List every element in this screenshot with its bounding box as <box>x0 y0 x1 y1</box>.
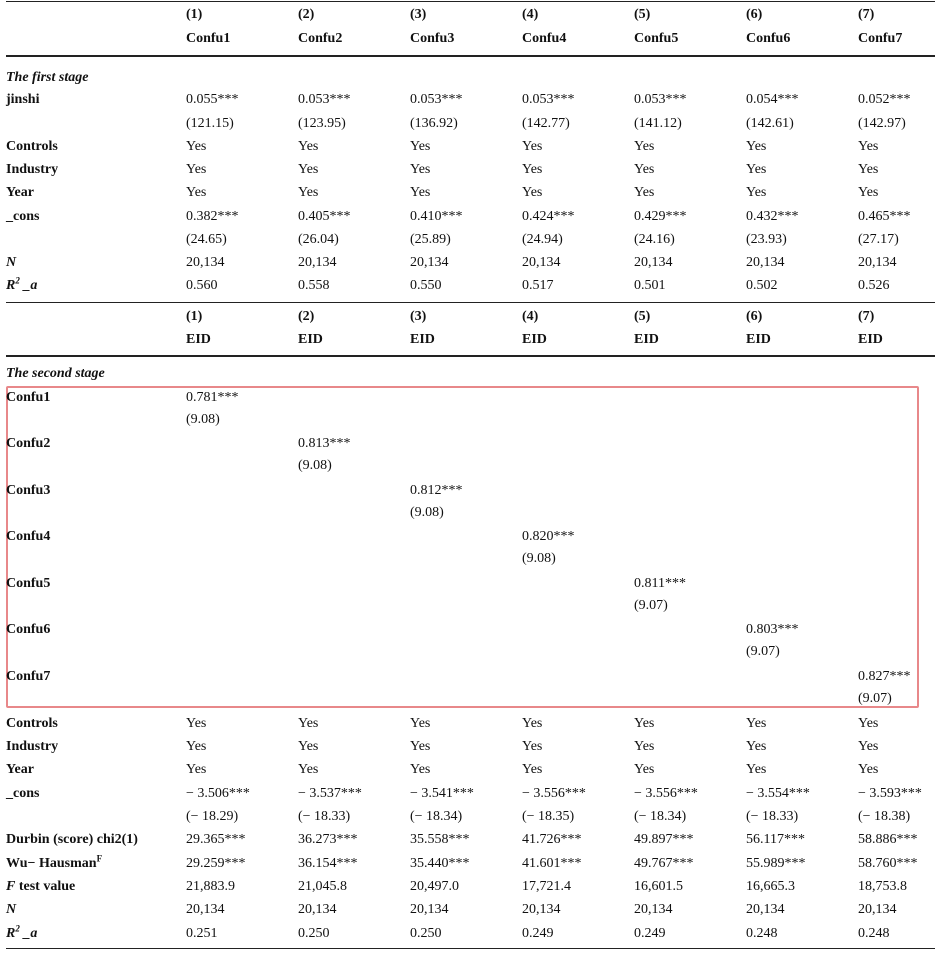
table-cell: 0.251 <box>186 926 218 941</box>
table-cell: 0.249 <box>634 926 666 941</box>
table-cell: Yes <box>298 762 319 777</box>
table-cell: Yes <box>186 185 207 200</box>
table-cell: 20,134 <box>410 902 449 917</box>
row-label: Confu7 <box>6 669 51 684</box>
table-cell: Yes <box>186 762 207 777</box>
header-rule-2 <box>6 355 935 357</box>
column-number: (2) <box>298 7 315 22</box>
table-cell: 0.429*** <box>634 209 687 224</box>
table-cell: Yes <box>746 739 767 754</box>
column-name: EID <box>186 332 211 347</box>
table-cell: Yes <box>298 139 319 154</box>
table-cell: 0.410*** <box>410 209 463 224</box>
row-label: Industry <box>6 162 59 177</box>
row-label: Confu5 <box>6 576 51 591</box>
table-cell: 0.054*** <box>746 92 799 107</box>
table-cell: (141.12) <box>634 116 682 131</box>
table-cell: Yes <box>522 139 543 154</box>
table-cell: 0.055*** <box>186 92 239 107</box>
table-cell: Yes <box>522 162 543 177</box>
table-cell: 0.382*** <box>186 209 239 224</box>
table-cell: Yes <box>410 762 431 777</box>
table-cell: 20,134 <box>186 255 225 270</box>
table-cell: 0.405*** <box>298 209 351 224</box>
table-cell: Yes <box>410 162 431 177</box>
table-cell: (− 18.38) <box>858 809 911 824</box>
column-number: (4) <box>522 309 539 324</box>
coefficient-cell: 0.820*** <box>522 529 575 544</box>
coefficient-cell: 0.781*** <box>186 390 239 405</box>
row-label: N <box>6 255 17 270</box>
column-name: EID <box>858 332 883 347</box>
row-label: _cons <box>6 786 40 801</box>
mid-rule <box>6 302 935 303</box>
table-cell: 0.249 <box>522 926 554 941</box>
table-cell: 56.117*** <box>746 832 805 847</box>
coefficient-cell: 0.803*** <box>746 622 799 637</box>
row-label-r2a: $R^2$ _a <box>6 923 38 941</box>
table-cell: − 3.541*** <box>410 786 474 801</box>
table-cell: Yes <box>634 139 655 154</box>
table-cell: (− 18.33) <box>298 809 351 824</box>
column-number: (5) <box>634 7 651 22</box>
table-cell: 16,665.3 <box>746 879 795 894</box>
column-number: (5) <box>634 309 651 324</box>
table-cell: 20,134 <box>410 255 449 270</box>
table-cell: 58.760*** <box>858 856 918 871</box>
table-cell: 0.053*** <box>298 92 351 107</box>
table-cell: Yes <box>634 185 655 200</box>
table-cell: 20,134 <box>522 255 561 270</box>
table-cell: 0.424*** <box>522 209 575 224</box>
table-cell: 20,134 <box>298 902 337 917</box>
table-cell: (− 18.35) <box>522 809 575 824</box>
row-label: Confu2 <box>6 436 51 451</box>
table-cell: 0.250 <box>298 926 330 941</box>
row-label: Year <box>6 762 34 777</box>
column-name: Confu2 <box>298 31 343 46</box>
table-cell: (− 18.33) <box>746 809 799 824</box>
table-cell: (27.17) <box>858 232 899 247</box>
table-cell: − 3.554*** <box>746 786 810 801</box>
column-number: (3) <box>410 7 427 22</box>
column-number: (6) <box>746 309 763 324</box>
table-cell: Yes <box>858 716 879 731</box>
tstat-cell: (9.08) <box>522 551 556 566</box>
table-cell: 0.560 <box>186 278 218 293</box>
row-label: Year <box>6 185 34 200</box>
table-cell: − 3.556*** <box>634 786 698 801</box>
table-cell: 41.601*** <box>522 856 582 871</box>
table-cell: − 3.537*** <box>298 786 362 801</box>
table-cell: Yes <box>746 162 767 177</box>
bottom-rule <box>6 948 935 949</box>
row-label: Controls <box>6 716 58 731</box>
coefficient-cell: 0.811*** <box>634 576 686 591</box>
row-label: Confu1 <box>6 390 51 405</box>
table-cell: − 3.593*** <box>858 786 922 801</box>
table-cell: Yes <box>186 162 207 177</box>
table-cell: (24.94) <box>522 232 563 247</box>
table-cell: Yes <box>298 162 319 177</box>
header-rule <box>6 55 935 57</box>
table-cell: 18,753.8 <box>858 879 907 894</box>
table-cell: Yes <box>410 185 431 200</box>
column-name: Confu4 <box>522 31 567 46</box>
row-label-f-test: F test value <box>6 879 76 894</box>
tstat-cell: (9.08) <box>410 505 444 520</box>
table-cell: 0.053*** <box>522 92 575 107</box>
table-cell: (123.95) <box>298 116 346 131</box>
table-cell: 0.250 <box>410 926 442 941</box>
table-cell: (142.97) <box>858 116 906 131</box>
section-title-second-stage: The second stage <box>6 366 105 381</box>
table-cell: Yes <box>410 139 431 154</box>
table-cell: Yes <box>746 762 767 777</box>
column-name: Confu1 <box>186 31 231 46</box>
table-cell: Yes <box>186 139 207 154</box>
column-name: Confu3 <box>410 31 455 46</box>
column-number: (7) <box>858 309 875 324</box>
table-cell: (− 18.29) <box>186 809 239 824</box>
table-cell: Yes <box>634 739 655 754</box>
table-cell: Yes <box>522 716 543 731</box>
table-cell: Yes <box>186 716 207 731</box>
table-cell: Yes <box>634 762 655 777</box>
coefficient-cell: 0.813*** <box>298 436 351 451</box>
table-cell: Yes <box>634 716 655 731</box>
table-cell: Yes <box>298 185 319 200</box>
table-cell: − 3.506*** <box>186 786 250 801</box>
table-cell: 0.526 <box>858 278 890 293</box>
table-cell: (142.77) <box>522 116 570 131</box>
row-label-r2a: $R^2$ _a <box>6 275 38 293</box>
column-name: EID <box>746 332 771 347</box>
table-cell: 20,134 <box>634 255 673 270</box>
table-cell: 0.517 <box>522 278 554 293</box>
coefficient-cell: 0.812*** <box>410 483 463 498</box>
table-cell: Yes <box>410 739 431 754</box>
column-name: EID <box>298 332 323 347</box>
column-name: Confu6 <box>746 31 791 46</box>
coefficient-cell: 0.827*** <box>858 669 911 684</box>
table-cell: Yes <box>634 162 655 177</box>
column-name: Confu7 <box>858 31 903 46</box>
column-name: EID <box>410 332 435 347</box>
table-cell: (26.04) <box>298 232 339 247</box>
column-number: (1) <box>186 309 203 324</box>
table-cell: Yes <box>522 739 543 754</box>
table-cell: Yes <box>746 139 767 154</box>
row-label: Confu6 <box>6 622 51 637</box>
tstat-cell: (9.07) <box>746 644 780 659</box>
table-cell: (− 18.34) <box>634 809 687 824</box>
column-number: (7) <box>858 7 875 22</box>
row-label: Confu4 <box>6 529 51 544</box>
table-cell: 29.365*** <box>186 832 246 847</box>
column-name: EID <box>522 332 547 347</box>
table-cell: Yes <box>410 716 431 731</box>
table-cell: 20,134 <box>634 902 673 917</box>
highlight-box <box>6 386 919 708</box>
table-cell: 0.248 <box>858 926 890 941</box>
table-cell: 20,134 <box>858 255 897 270</box>
table-cell: 49.767*** <box>634 856 694 871</box>
table-cell: Yes <box>298 739 319 754</box>
column-number: (3) <box>410 309 427 324</box>
table-cell: Yes <box>858 739 879 754</box>
table-cell: 20,134 <box>746 902 785 917</box>
table-cell: 36.154*** <box>298 856 358 871</box>
table-cell: Yes <box>746 716 767 731</box>
table-cell: Yes <box>522 185 543 200</box>
table-cell: 0.465*** <box>858 209 911 224</box>
table-cell: 36.273*** <box>298 832 358 847</box>
table-cell: 41.726*** <box>522 832 582 847</box>
table-cell: 20,497.0 <box>410 879 459 894</box>
table-cell: 0.550 <box>410 278 442 293</box>
column-number: (2) <box>298 309 315 324</box>
row-label: Confu3 <box>6 483 51 498</box>
table-cell: 58.886*** <box>858 832 918 847</box>
row-label: jinshi <box>6 92 40 107</box>
table-cell: 20,134 <box>746 255 785 270</box>
table-cell: 55.989*** <box>746 856 806 871</box>
row-label: Controls <box>6 139 58 154</box>
table-cell: 0.432*** <box>746 209 799 224</box>
table-cell: 21,883.9 <box>186 879 235 894</box>
section-title-first-stage: The first stage <box>6 70 89 85</box>
table-cell: (25.89) <box>410 232 451 247</box>
table-cell: 20,134 <box>522 902 561 917</box>
table-cell: Yes <box>858 139 879 154</box>
row-label: _cons <box>6 209 40 224</box>
table-cell: 17,721.4 <box>522 879 571 894</box>
table-cell: (24.16) <box>634 232 675 247</box>
table-cell: 21,045.8 <box>298 879 347 894</box>
table-cell: Yes <box>186 739 207 754</box>
table-cell: 0.053*** <box>634 92 687 107</box>
table-cell: 0.558 <box>298 278 330 293</box>
table-cell: 0.248 <box>746 926 778 941</box>
row-label: Durbin (score) chi2(1) <box>6 832 138 847</box>
table-cell: 20,134 <box>858 902 897 917</box>
table-cell: 35.558*** <box>410 832 470 847</box>
tstat-cell: (9.07) <box>858 691 892 706</box>
row-label: Industry <box>6 739 59 754</box>
table-cell: (136.92) <box>410 116 458 131</box>
table-cell: (− 18.34) <box>410 809 463 824</box>
table-cell: (23.93) <box>746 232 787 247</box>
tstat-cell: (9.08) <box>298 458 332 473</box>
top-rule <box>6 1 935 2</box>
table-cell: 49.897*** <box>634 832 694 847</box>
table-cell: 20,134 <box>298 255 337 270</box>
table-cell: Yes <box>522 762 543 777</box>
table-cell: Yes <box>298 716 319 731</box>
row-label-wu-hausman: Wu− Hausman$^F$ <box>6 853 103 871</box>
table-cell: (142.61) <box>746 116 794 131</box>
table-cell: Yes <box>858 185 879 200</box>
table-cell: 29.259*** <box>186 856 246 871</box>
tstat-cell: (9.08) <box>186 412 220 427</box>
column-name: Confu5 <box>634 31 679 46</box>
row-label: N <box>6 902 17 917</box>
table-cell: − 3.556*** <box>522 786 586 801</box>
tstat-cell: (9.07) <box>634 598 668 613</box>
column-name: EID <box>634 332 659 347</box>
column-number: (4) <box>522 7 539 22</box>
table-cell: (24.65) <box>186 232 227 247</box>
table-cell: 35.440*** <box>410 856 470 871</box>
column-number: (1) <box>186 7 203 22</box>
table-cell: 16,601.5 <box>634 879 683 894</box>
table-cell: (121.15) <box>186 116 234 131</box>
table-cell: 0.052*** <box>858 92 911 107</box>
table-cell: Yes <box>858 762 879 777</box>
table-cell: 0.053*** <box>410 92 463 107</box>
column-number: (6) <box>746 7 763 22</box>
table-cell: 0.501 <box>634 278 666 293</box>
table-cell: Yes <box>746 185 767 200</box>
table-cell: 20,134 <box>186 902 225 917</box>
table-cell: 0.502 <box>746 278 778 293</box>
table-cell: Yes <box>858 162 879 177</box>
